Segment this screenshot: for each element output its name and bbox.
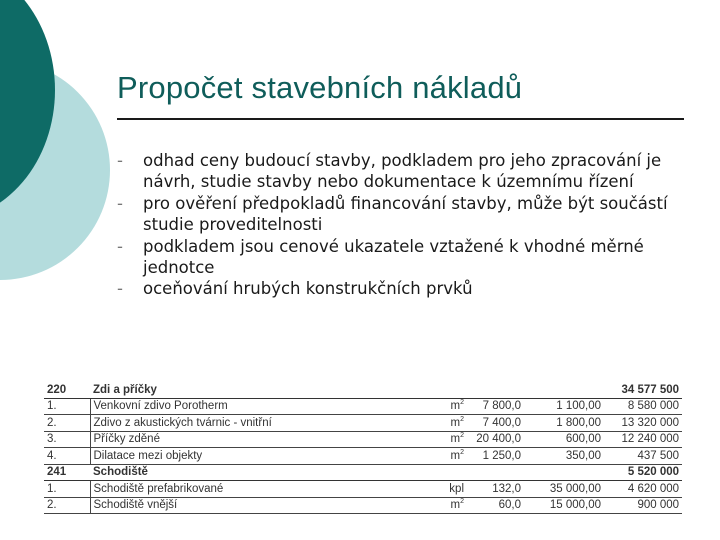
item-quantity: 132,0 — [470, 481, 524, 498]
item-total: 12 240 000 — [604, 431, 682, 448]
item-unit: $m^2$ — [420, 415, 470, 432]
item-number: 2. — [44, 497, 90, 514]
bullet-item — [117, 278, 692, 299]
item-unit-price: 1 100,00 — [524, 398, 604, 415]
bullet-marker: - — [117, 236, 123, 256]
group-code: 220 — [44, 382, 90, 398]
group-code: 241 — [44, 464, 90, 481]
item-quantity: 60,0 — [470, 497, 524, 514]
title-divider — [117, 118, 684, 120]
bullet-text: oceňování hrubých konstrukčních prvků — [143, 279, 473, 299]
table-row — [44, 497, 682, 514]
item-number: 3. — [44, 431, 90, 448]
group-header-row — [44, 382, 682, 398]
item-unit-price: 35 000,00 — [524, 481, 604, 498]
item-quantity: 7 400,0 — [470, 415, 524, 432]
slide-title: Propočet stavebních nákladů — [117, 70, 523, 105]
item-name: Schodiště vnější — [90, 497, 420, 514]
item-total: 900 000 — [604, 497, 682, 514]
group-total: 34 577 500 — [604, 382, 682, 398]
bullet-marker: - — [117, 151, 123, 170]
cost-table — [44, 382, 682, 514]
bullet-item — [117, 193, 692, 236]
table-row — [44, 448, 682, 465]
item-unit-price: 1 800,00 — [524, 415, 604, 432]
bullet-marker: - — [117, 193, 123, 213]
bullet-text: podkladem jsou cenové ukazatele vztažené k vhodné měrné jednotce — [143, 236, 644, 278]
table-row — [44, 398, 682, 415]
table-row — [44, 481, 682, 498]
bullet-text: odhad ceny budoucí stavby, podkladem pro jeho zpracování je návrh, studie stavby nebo dokumentace k územnímu řízení — [143, 151, 662, 192]
item-name: Venkovní zdivo Porotherm — [90, 398, 420, 415]
item-unit: $m^2$ — [420, 431, 470, 448]
item-unit: $m^2$ — [420, 497, 470, 514]
table-row — [44, 431, 682, 448]
group-header-row — [44, 464, 682, 481]
item-number: 1. — [44, 481, 90, 498]
group-total: 5 520 000 — [604, 464, 682, 481]
item-unit: $m^2$ — [420, 448, 470, 465]
bullet-text: pro ověření předpokladů financování stavby, může být součástí studie proveditelnosti — [143, 193, 668, 235]
bullet-list — [117, 150, 692, 300]
item-total: 8 580 000 — [604, 398, 682, 415]
bullet-marker: - — [117, 279, 123, 299]
item-unit-price: 350,00 — [524, 448, 604, 465]
item-unit-price: 600,00 — [524, 431, 604, 448]
item-total: 437 500 — [604, 448, 682, 465]
item-name: Schodiště prefabrikované — [90, 481, 420, 498]
item-number: 4. — [44, 448, 90, 465]
item-number: 1. — [44, 398, 90, 415]
item-name: Zdivo z akustických tvárnic - vnitřní — [90, 415, 420, 432]
item-unit-price: 15 000,00 — [524, 497, 604, 514]
item-unit: kpl — [420, 481, 470, 498]
item-name: Dilatace mezi objekty — [90, 448, 420, 465]
bullet-item — [117, 236, 692, 279]
item-unit: $m^2$ — [420, 398, 470, 415]
item-total: 4 620 000 — [604, 481, 682, 498]
item-name: Příčky zděné — [90, 431, 420, 448]
item-total: 13 320 000 — [604, 415, 682, 432]
item-quantity: 7 800,0 — [470, 398, 524, 415]
group-name: Zdi a příčky — [90, 382, 604, 398]
item-quantity: 20 400,0 — [470, 431, 524, 448]
cost-table-image — [44, 382, 680, 514]
item-number: 2. — [44, 415, 90, 432]
item-quantity: 1 250,0 — [470, 448, 524, 465]
table-row — [44, 415, 682, 432]
bullet-item — [117, 150, 692, 193]
group-name: Schodiště — [90, 464, 604, 481]
